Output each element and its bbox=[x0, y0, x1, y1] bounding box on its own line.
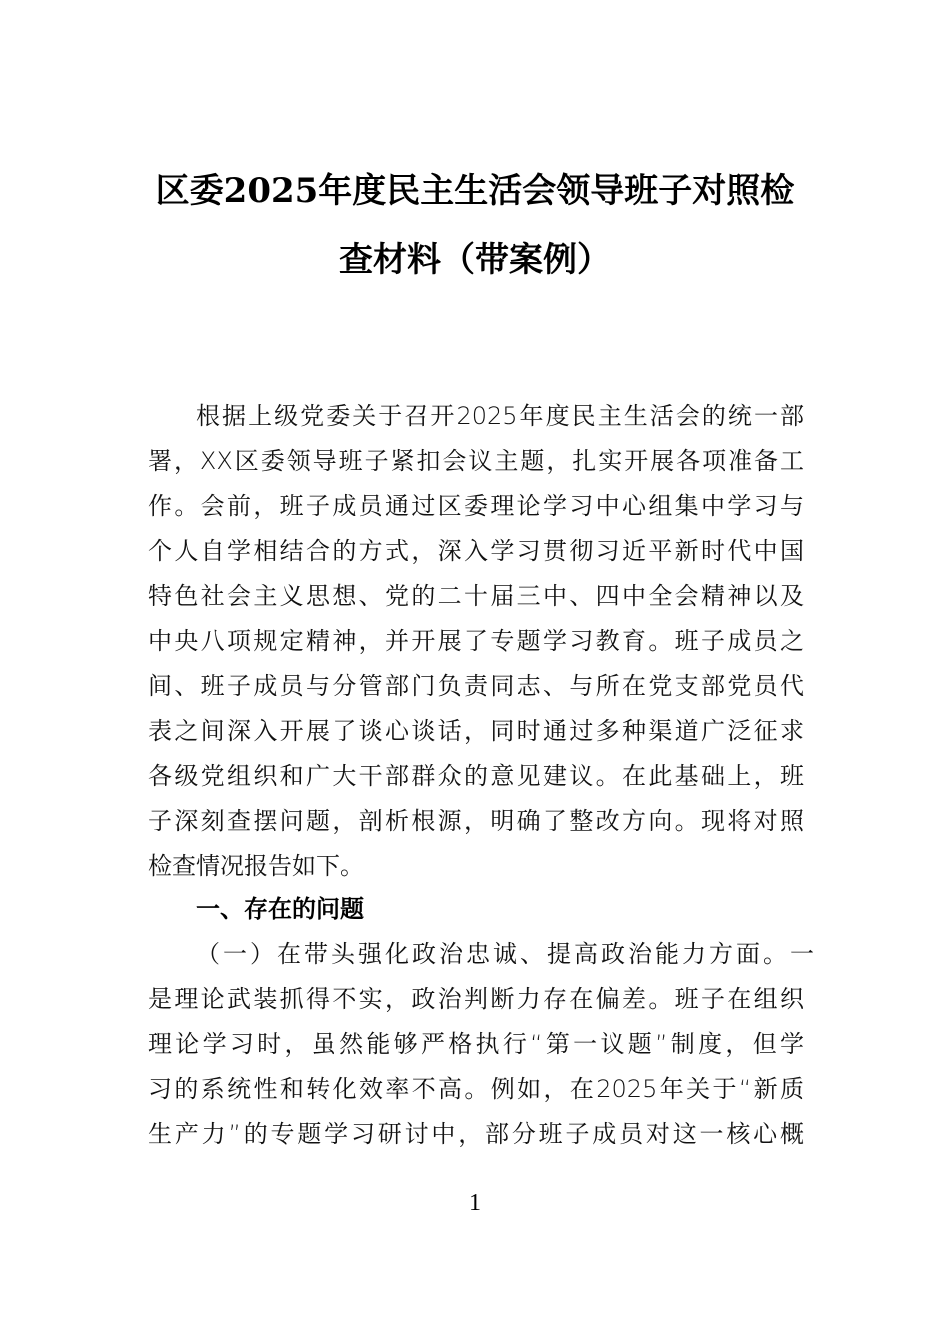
paragraph-line: 各级党组织和广大干部群众的意见建议。在此基础上，班 bbox=[148, 762, 804, 790]
paragraph-line: 表之间深入开展了谈心谈话，同时通过多种渠道广泛征求 bbox=[148, 717, 804, 745]
document-title-line-2: 查材料（带案例） bbox=[339, 240, 611, 280]
paragraph-line: 中央八项规定精神，并开展了专题学习教育。班子成员之 bbox=[148, 627, 804, 655]
paragraph-line: 理论学习时，虽然能够严格执行“第一议题”制度，但学 bbox=[148, 1030, 804, 1058]
paragraph-line: 间、班子成员与分管部门负责同志、与所在党支部党员代 bbox=[148, 672, 804, 700]
paragraph-line: 特色社会主义思想、党的二十届三中、四中全会精神以及 bbox=[148, 582, 804, 610]
subsection-heading: （一）在带头强化政治忠诚、提高政治能力方面。 bbox=[196, 940, 790, 968]
paragraph-line: 生产力”的专题学习研讨中，部分班子成员对这一核心概 bbox=[148, 1120, 804, 1148]
paragraph-line: 作。会前，班子成员通过区委理论学习中心组集中学习与 bbox=[148, 492, 804, 520]
page-number: 1 bbox=[469, 1190, 481, 1216]
paragraph-line: 习的系统性和转化效率不高。例如，在2025年关于“新质 bbox=[148, 1075, 804, 1103]
paragraph-line: 检查情况报告如下。 bbox=[148, 852, 364, 880]
paragraph-line: 子深刻查摆问题，剖析根源，明确了整改方向。现将对照 bbox=[148, 807, 804, 835]
section-heading: 一、存在的问题 bbox=[196, 895, 364, 923]
paragraph-line: 根据上级党委关于召开2025年度民主生活会的统一部 bbox=[196, 402, 804, 430]
paragraph-line: 个人自学相结合的方式，深入学习贯彻习近平新时代中国 bbox=[148, 537, 804, 565]
document-title-line-1: 区委2025年度民主生活会领导班子对照检 bbox=[155, 171, 795, 211]
subsection-heading-tail: 一 bbox=[790, 940, 814, 968]
paragraph-line: 是理论武装抓得不实，政治判断力存在偏差。班子在组织 bbox=[148, 985, 804, 1013]
subsection-first-line bbox=[196, 934, 814, 974]
paragraph-line: 署，XX区委领导班子紧扣会议主题，扎实开展各项准备工 bbox=[148, 447, 804, 475]
